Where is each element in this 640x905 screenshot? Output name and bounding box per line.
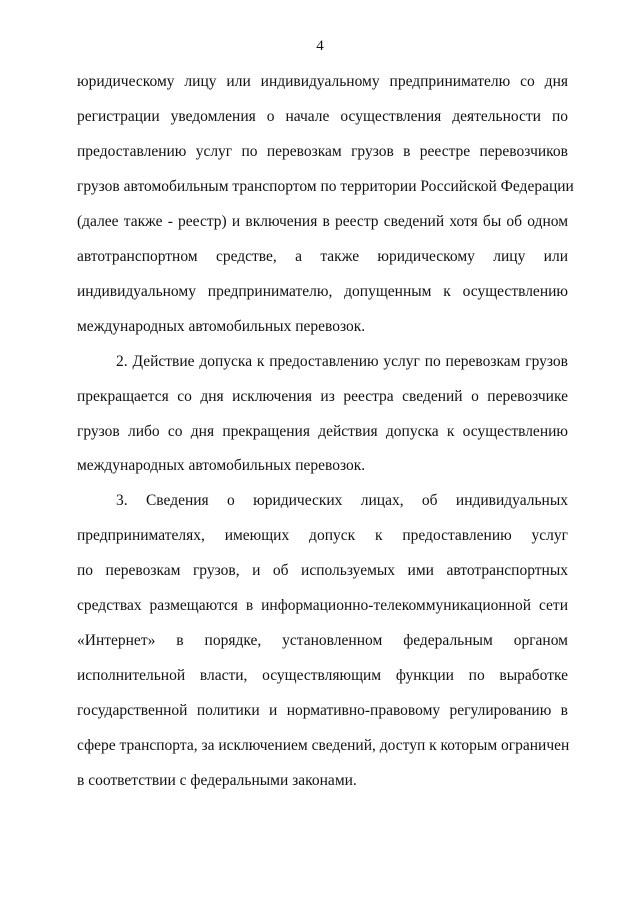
text-line: по перевозкам грузов, и об используемых ими автотранспортных (77, 562, 568, 579)
text-line: предоставлению услуг по перевозкам грузов в реестре перевозчиков (77, 143, 568, 160)
text-line: «Интернет» в порядке, установленном федеральным органом (77, 632, 568, 649)
text-line: предпринимателях, имеющих допуск к предоставлению услуг (77, 527, 568, 544)
text-line: сфере транспорта, за исключением сведений, доступ к которым ограничен (77, 737, 570, 754)
text-line: автотранспортном средстве, а также юридическому лицу или (77, 248, 568, 265)
page-number: 4 (316, 38, 324, 54)
text-line: 3. Сведения о юридических лицах, об индивидуальных (116, 492, 568, 509)
text-line: прекращается со дня исключения из реестра сведений о перевозчике (77, 388, 568, 405)
text-line: грузов либо со дня прекращения действия допуска к осуществлению (77, 423, 568, 440)
text-line: юридическому лицу или индивидуальному предпринимателю со дня (77, 73, 568, 90)
text-line: государственной политики и нормативно-правовому регулированию в (77, 702, 568, 719)
text-line: грузов автомобильным транспортом по территории Российской Федерации (77, 178, 574, 195)
text-line: международных автомобильных перевозок. (77, 457, 366, 474)
text-line: (далее также - реестр) и включения в реестр сведений хотя бы об одном (77, 213, 568, 230)
text-line: 2. Действие допуска к предоставлению услуг по перевозкам грузов (116, 353, 568, 370)
text-line: международных автомобильных перевозок. (77, 318, 366, 335)
text-line: индивидуальному предпринимателю, допущенным к осуществлению (77, 283, 568, 300)
text-line: регистрации уведомления о начале осуществления деятельности по (77, 108, 568, 125)
text-line: исполнительной власти, осуществляющим функции по выработке (77, 667, 568, 684)
text-line: средствах размещаются в информационно-телекоммуникационной сети (77, 597, 568, 614)
text-line: в соответствии с федеральными законами. (77, 772, 357, 789)
